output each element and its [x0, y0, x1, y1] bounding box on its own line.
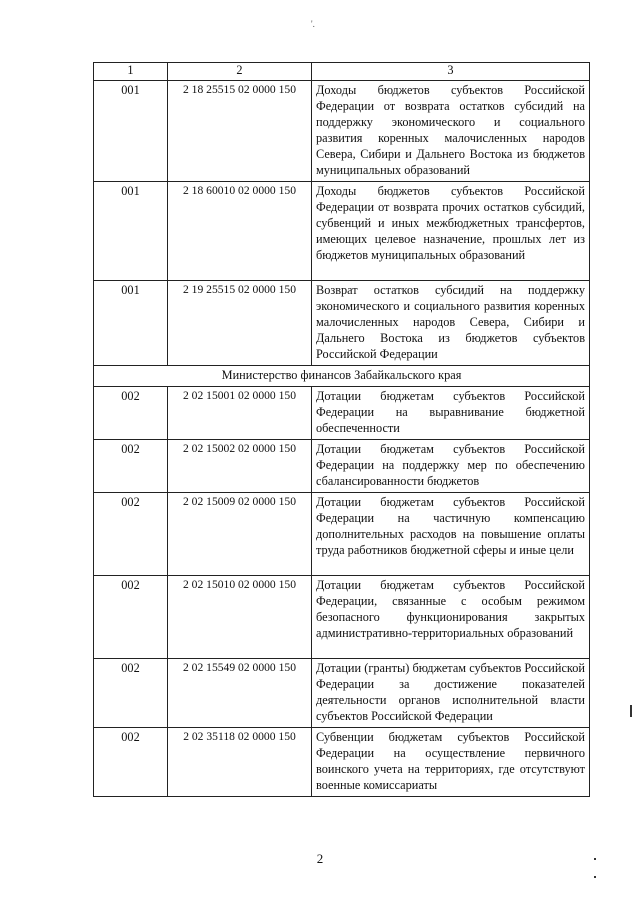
admin-code: 001	[94, 281, 168, 366]
budget-class-code: 2 02 15549 02 0000 150	[168, 659, 312, 728]
admin-code: 002	[94, 387, 168, 440]
header-col-2: 2	[168, 63, 312, 81]
table-row	[94, 576, 590, 659]
admin-code: 001	[94, 182, 168, 281]
admin-code: 002	[94, 440, 168, 493]
income-description: Дотации бюджетам субъектов Российской Федерации, связанные с особым режимом безопасного функционирования закрытых административно-территориальных образований	[312, 576, 590, 659]
income-description: Дотации (гранты) бюджетам субъектов Российской Федерации за достижение показателей деятельности органов исполнительной власти субъектов Российской Федерации	[312, 659, 590, 728]
table-row	[94, 493, 590, 576]
section-title: Министерство финансов Забайкальского края	[94, 366, 590, 387]
admin-code: 002	[94, 493, 168, 576]
budget-codes-table	[93, 62, 590, 797]
table-row	[94, 659, 590, 728]
budget-class-code: 2 19 25515 02 0000 150	[168, 281, 312, 366]
table-row	[94, 387, 590, 440]
table-row	[94, 440, 590, 493]
budget-class-code: 2 02 15002 02 0000 150	[168, 440, 312, 493]
income-description: Дотации бюджетам субъектов Российской Федерации на частичную компенсацию дополнительных расходов на повышение оплаты труда работников бюджетной сферы и иные цели	[312, 493, 590, 576]
scan-mark	[594, 876, 596, 878]
admin-code: 002	[94, 659, 168, 728]
table-row	[94, 182, 590, 281]
income-description: Субвенции бюджетам субъектов Российской Федерации на осуществление первичного воинского учета на территориях, где отсутствуют военные комиссариаты	[312, 728, 590, 797]
admin-code: 001	[94, 81, 168, 182]
scan-mark	[630, 705, 632, 717]
admin-code: 002	[94, 576, 168, 659]
income-description: Доходы бюджетов субъектов Российской Федерации от возврата остатков субсидий на поддержку экономического и социального развития коренных малочисленных народов Севера, Сибири и Дальнего Востока из бюджетов муниципальных образований	[312, 81, 590, 182]
scan-mark	[594, 858, 596, 860]
income-description: Доходы бюджетов субъектов Российской Федерации от возврата прочих остатков субсидий, субвенций и иных межбюджетных трансфертов, имеющих целевое назначение, прошлых лет из бюджетов муниципальных образований	[312, 182, 590, 281]
budget-class-code: 2 02 15010 02 0000 150	[168, 576, 312, 659]
income-description: Возврат остатков субсидий на поддержку экономического и социального развития коренных малочисленных народов Севера, Сибири и Дальнего Востока из бюджетов субъектов Российской Федерации	[312, 281, 590, 366]
admin-code: 002	[94, 728, 168, 797]
scan-mark: '.	[311, 19, 315, 29]
page-number: 2	[316, 851, 324, 866]
section-row	[94, 366, 590, 387]
budget-class-code: 2 02 35118 02 0000 150	[168, 728, 312, 797]
budget-class-code: 2 02 15001 02 0000 150	[168, 387, 312, 440]
budget-class-code: 2 18 60010 02 0000 150	[168, 182, 312, 281]
table-row	[94, 728, 590, 797]
income-description: Дотации бюджетам субъектов Российской Федерации на выравнивание бюджетной обеспеченности	[312, 387, 590, 440]
header-col-1: 1	[94, 63, 168, 81]
header-col-3: 3	[312, 63, 590, 81]
table-row	[94, 81, 590, 182]
budget-class-code: 2 18 25515 02 0000 150	[168, 81, 312, 182]
table-row	[94, 281, 590, 366]
budget-class-code: 2 02 15009 02 0000 150	[168, 493, 312, 576]
income-description: Дотации бюджетам субъектов Российской Федерации на поддержку мер по обеспечению сбалансированности бюджетов	[312, 440, 590, 493]
table-header-row	[94, 63, 590, 81]
